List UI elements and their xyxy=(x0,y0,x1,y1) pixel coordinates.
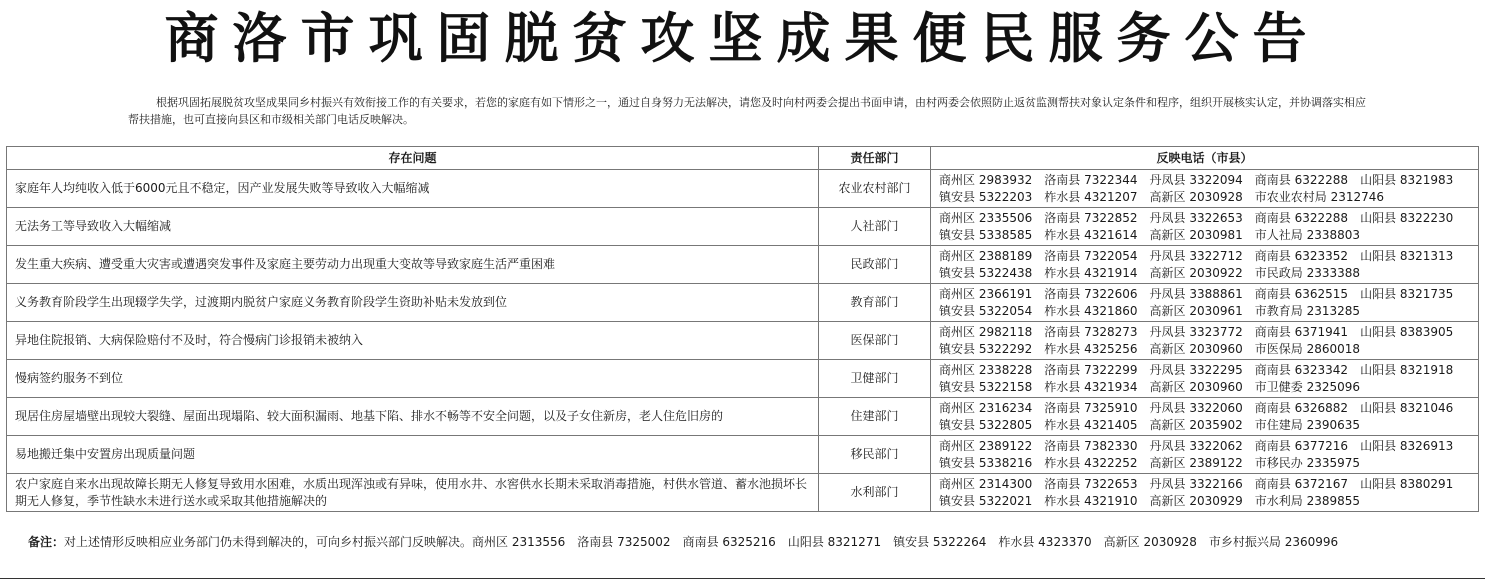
phone-entry: 柞水县 4321860 xyxy=(1044,303,1138,318)
phone-entry: 山阳县 8322230 xyxy=(1360,210,1454,225)
phone-cell xyxy=(931,170,1479,208)
table-row xyxy=(7,474,1479,512)
problem-cell: 慢病签约服务不到位 xyxy=(7,360,819,398)
footnote-contact: 商州区 2313556 xyxy=(472,535,566,549)
phone-entry: 丹凤县 3322166 xyxy=(1149,476,1243,491)
phone-entry: 高新区 2030960 xyxy=(1149,379,1243,394)
phone-line xyxy=(939,493,1470,510)
phone-entry: 商州区 2338228 xyxy=(939,362,1033,377)
phone-entry: 镇安县 5322438 xyxy=(939,265,1033,280)
department-cell: 水利部门 xyxy=(819,474,931,512)
phone-entry: 高新区 2389122 xyxy=(1149,455,1243,470)
phone-entry: 柞水县 4321405 xyxy=(1044,417,1138,432)
footnote-contact: 商南县 6325216 xyxy=(682,535,776,549)
phone-entry: 商南县 6362515 xyxy=(1254,286,1349,301)
phone-entry: 洛南县 7325910 xyxy=(1044,400,1138,415)
phone-entry: 市人社局 2338803 xyxy=(1254,227,1361,242)
phone-line xyxy=(939,438,1470,455)
phone-entry: 柞水县 4321207 xyxy=(1044,189,1138,204)
phone-cell xyxy=(931,436,1479,474)
phone-line xyxy=(939,324,1470,341)
table-row xyxy=(7,322,1479,360)
problem-cell: 家庭年人均纯收入低于6000元且不稳定，因产业发展失败等导致收入大幅缩减 xyxy=(7,170,819,208)
table-row xyxy=(7,170,1479,208)
phone-entry: 商南县 6322288 xyxy=(1254,210,1349,225)
phone-entry: 镇安县 5322805 xyxy=(939,417,1033,432)
phone-entry: 商州区 2335506 xyxy=(939,210,1033,225)
phone-entry: 山阳县 8326913 xyxy=(1360,438,1454,453)
phone-entry: 洛南县 7322054 xyxy=(1044,248,1138,263)
phone-entry: 高新区 2030981 xyxy=(1149,227,1243,242)
phone-entry: 商南县 6372167 xyxy=(1254,476,1349,491)
phone-line xyxy=(939,476,1470,493)
notice-title: 商洛市巩固脱贫攻坚成果便民服务公告 xyxy=(164,7,1321,70)
phone-entry: 商南县 6371941 xyxy=(1254,324,1349,339)
table-row xyxy=(7,246,1479,284)
phone-line xyxy=(939,265,1470,282)
phone-entry: 商南县 6377216 xyxy=(1254,438,1349,453)
phone-entry: 洛南县 7322344 xyxy=(1044,172,1138,187)
department-cell: 农业农村部门 xyxy=(819,170,931,208)
problem-cell: 易地搬迁集中安置房出现质量问题 xyxy=(7,436,819,474)
phone-entry: 洛南县 7328273 xyxy=(1044,324,1138,339)
phone-entry: 市民政局 2333388 xyxy=(1254,265,1361,280)
problem-cell: 异地住院报销、大病保险赔付不及时，符合慢病门诊报销未被纳入 xyxy=(7,322,819,360)
problem-cell: 农户家庭自来水出现故障长期无人修复导致用水困难，水质出现浑浊或有异味，使用水井、水窖供水长期未采取消毒措施，村供水管道、蓄水池损坏长期无人修复，季节性缺水未进行送水或采取其他措施解决的 xyxy=(7,474,819,512)
phone-entry: 商州区 2982118 xyxy=(939,324,1033,339)
phone-entry: 商州区 2314300 xyxy=(939,476,1033,491)
phone-line xyxy=(939,248,1470,265)
footnote xyxy=(28,533,1350,550)
phone-entry: 山阳县 8380291 xyxy=(1360,476,1454,491)
phone-entry: 高新区 2030960 xyxy=(1149,341,1243,356)
phone-entry: 市医保局 2860018 xyxy=(1254,341,1361,356)
department-cell: 民政部门 xyxy=(819,246,931,284)
phone-entry: 丹凤县 3322062 xyxy=(1149,438,1243,453)
phone-entry: 丹凤县 3322060 xyxy=(1149,400,1243,415)
phone-entry: 洛南县 7322653 xyxy=(1044,476,1138,491)
phone-entry: 镇安县 5338216 xyxy=(939,455,1033,470)
phone-cell xyxy=(931,398,1479,436)
problem-cell: 无法务工等导致收入大幅缩减 xyxy=(7,208,819,246)
problem-cell: 发生重大疾病、遭受重大灾害或遭遇突发事件及家庭主要劳动力出现重大变故等导致家庭生活严重困难 xyxy=(7,246,819,284)
phone-entry: 高新区 2030922 xyxy=(1149,265,1243,280)
problem-cell: 现居住房屋墙壁出现较大裂缝、屋面出现塌陷、较大面积漏雨、地基下陷、排水不畅等不安全问题，以及子女住新房，老人住危旧房的 xyxy=(7,398,819,436)
footnote-contact: 市乡村振兴局 2360996 xyxy=(1208,535,1339,549)
phone-line xyxy=(939,362,1470,379)
phone-entry: 镇安县 5322203 xyxy=(939,189,1033,204)
phone-cell xyxy=(931,322,1479,360)
phone-line xyxy=(939,172,1470,189)
phone-entry: 商南县 6322288 xyxy=(1254,172,1349,187)
phone-entry: 商州区 2366191 xyxy=(939,286,1033,301)
phone-entry: 丹凤县 3322712 xyxy=(1149,248,1243,263)
phone-entry: 柞水县 4321914 xyxy=(1044,265,1138,280)
phone-entry: 山阳县 8321313 xyxy=(1360,248,1454,263)
footnote-label: 备注： xyxy=(28,535,65,549)
footnote-text: 对上述情形反映相应业务部门仍未得到解决的，可向乡村振兴部门反映解决。 xyxy=(64,535,473,549)
phone-entry: 柞水县 4322252 xyxy=(1044,455,1138,470)
department-cell: 住建部门 xyxy=(819,398,931,436)
bottom-divider xyxy=(0,578,1485,579)
phone-entry: 市农业农村局 2312746 xyxy=(1254,189,1385,204)
footnote-contact: 柞水县 4323370 xyxy=(998,535,1092,549)
phone-entry: 洛南县 7322852 xyxy=(1044,210,1138,225)
phone-cell xyxy=(931,284,1479,322)
phone-entry: 高新区 2030928 xyxy=(1149,189,1243,204)
department-cell: 教育部门 xyxy=(819,284,931,322)
phone-entry: 丹凤县 3322295 xyxy=(1149,362,1243,377)
phone-entry: 商州区 2983932 xyxy=(939,172,1033,187)
phone-entry: 柞水县 4325256 xyxy=(1044,341,1138,356)
footnote-contact: 镇安县 5322264 xyxy=(893,535,987,549)
department-cell: 医保部门 xyxy=(819,322,931,360)
phone-cell xyxy=(931,208,1479,246)
table-row xyxy=(7,360,1479,398)
phone-entry: 市教育局 2313285 xyxy=(1254,303,1361,318)
phone-entry: 市住建局 2390635 xyxy=(1254,417,1361,432)
phone-cell xyxy=(931,246,1479,284)
phone-entry: 洛南县 7382330 xyxy=(1044,438,1138,453)
phone-line xyxy=(939,417,1470,434)
table-row xyxy=(7,284,1479,322)
intro-paragraph: 根据巩固拓展脱贫攻坚成果同乡村振兴有效衔接工作的有关要求，若您的家庭有如下情形之一，通过自身努力无法解决，请您及时向村两委会提出书面申请，由村两委会依照防止返贫监测帮扶对象认定条件和程序，组织开展核实认定，并协调落实相应帮扶措施，也可直接向县区和市级相关部门电话反映解决。 xyxy=(128,96,1366,126)
table-row xyxy=(7,398,1479,436)
footnote-contact: 高新区 2030928 xyxy=(1103,535,1197,549)
table-row xyxy=(7,436,1479,474)
phone-entry: 商南县 6326882 xyxy=(1254,400,1349,415)
phone-entry: 商南县 6323352 xyxy=(1254,248,1349,263)
phone-entry: 市水利局 2389855 xyxy=(1254,493,1361,508)
phone-entry: 商州区 2389122 xyxy=(939,438,1033,453)
phone-entry: 镇安县 5322292 xyxy=(939,341,1033,356)
phone-entry: 镇安县 5322158 xyxy=(939,379,1033,394)
phone-line xyxy=(939,286,1470,303)
phone-entry: 丹凤县 3323772 xyxy=(1149,324,1243,339)
phone-entry: 商南县 6323342 xyxy=(1254,362,1349,377)
phone-entry: 市移民办 2335975 xyxy=(1254,455,1361,470)
phone-line xyxy=(939,210,1470,227)
phone-entry: 市卫健委 2325096 xyxy=(1254,379,1361,394)
department-cell: 卫健部门 xyxy=(819,360,931,398)
footnote-contact: 山阳县 8321271 xyxy=(787,535,882,549)
header-problem: 存在问题 xyxy=(7,147,819,170)
phone-entry: 高新区 2030929 xyxy=(1149,493,1243,508)
phone-entry: 镇安县 5322054 xyxy=(939,303,1033,318)
phone-entry: 洛南县 7322606 xyxy=(1044,286,1138,301)
phone-cell xyxy=(931,474,1479,512)
phone-entry: 丹凤县 3322094 xyxy=(1149,172,1243,187)
phone-entry: 洛南县 7322299 xyxy=(1044,362,1138,377)
service-table xyxy=(6,146,1479,512)
phone-entry: 商州区 2316234 xyxy=(939,400,1033,415)
phone-entry: 山阳县 8321735 xyxy=(1360,286,1454,301)
phone-line xyxy=(939,303,1470,320)
phone-entry: 高新区 2030961 xyxy=(1149,303,1243,318)
problem-cell: 义务教育阶段学生出现辍学失学，过渡期内脱贫户家庭义务教育阶段学生资助补贴未发放到位 xyxy=(7,284,819,322)
footnote-contact: 洛南县 7325002 xyxy=(577,535,671,549)
phone-line xyxy=(939,341,1470,358)
phone-entry: 柞水县 4321934 xyxy=(1044,379,1138,394)
phone-line xyxy=(939,400,1470,417)
table-header-row xyxy=(7,147,1479,170)
table-row xyxy=(7,208,1479,246)
phone-line xyxy=(939,379,1470,396)
phone-line xyxy=(939,227,1470,244)
phone-entry: 丹凤县 3322653 xyxy=(1149,210,1243,225)
header-phone: 反映电话（市县） xyxy=(931,147,1479,170)
phone-entry: 山阳县 8321983 xyxy=(1360,172,1454,187)
phone-entry: 商州区 2388189 xyxy=(939,248,1033,263)
phone-entry: 柞水县 4321614 xyxy=(1044,227,1138,242)
phone-entry: 丹凤县 3388861 xyxy=(1149,286,1243,301)
phone-entry: 山阳县 8321918 xyxy=(1360,362,1454,377)
phone-line xyxy=(939,455,1470,472)
phone-entry: 镇安县 5322021 xyxy=(939,493,1033,508)
department-cell: 移民部门 xyxy=(819,436,931,474)
phone-cell xyxy=(931,360,1479,398)
phone-entry: 山阳县 8321046 xyxy=(1360,400,1454,415)
phone-line xyxy=(939,189,1470,206)
phone-entry: 高新区 2035902 xyxy=(1149,417,1243,432)
department-cell: 人社部门 xyxy=(819,208,931,246)
header-department: 责任部门 xyxy=(819,147,931,170)
phone-entry: 山阳县 8383905 xyxy=(1360,324,1454,339)
phone-entry: 镇安县 5338585 xyxy=(939,227,1033,242)
phone-entry: 柞水县 4321910 xyxy=(1044,493,1138,508)
